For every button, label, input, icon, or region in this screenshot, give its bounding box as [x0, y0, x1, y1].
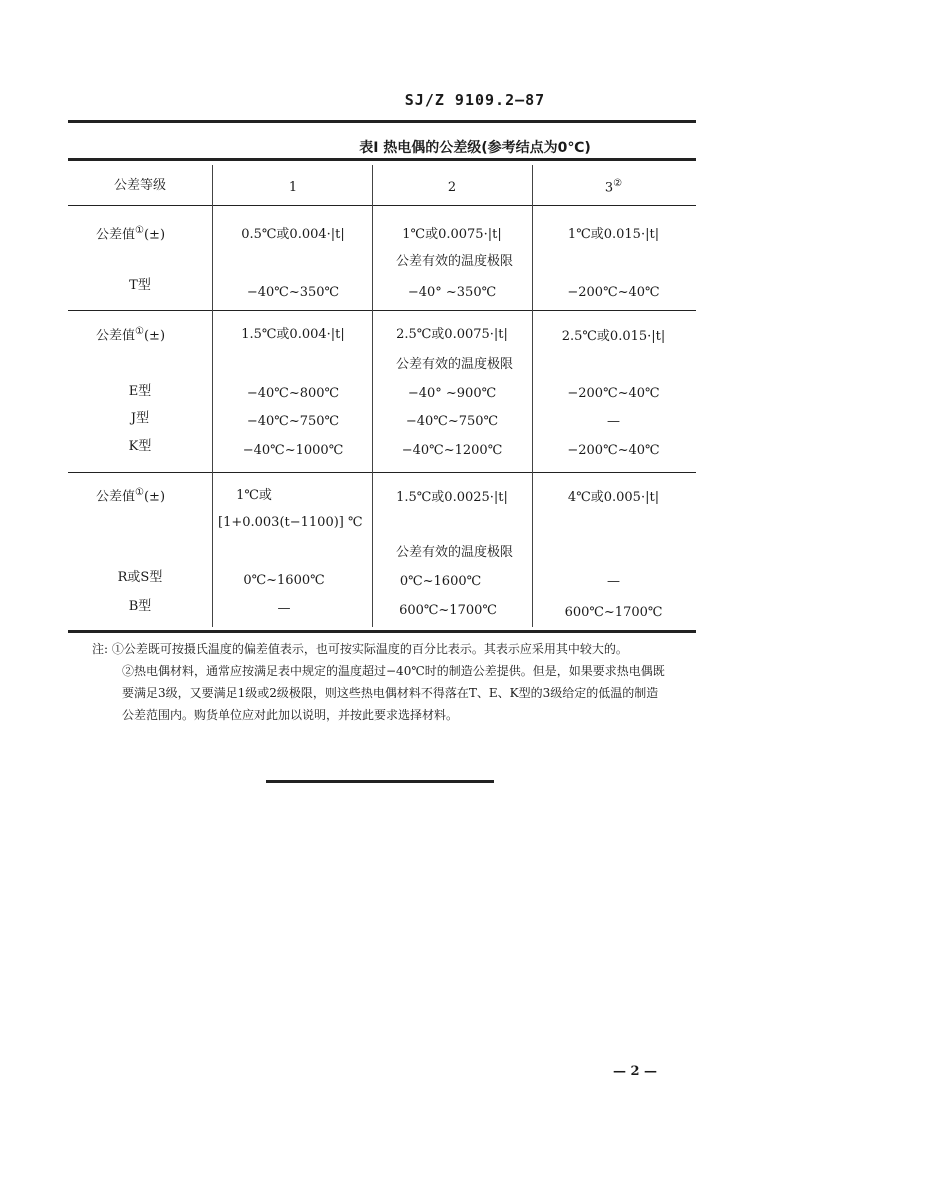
s2-range-title: 公差有效的温度极限: [395, 357, 513, 372]
s2-j-class3: —: [607, 414, 620, 429]
s2-class1-tolerance: 1.5℃或0.004·|t|: [241, 327, 345, 342]
header-rule: [68, 120, 696, 123]
s1-type-t: T型: [129, 278, 151, 293]
header-class-2: 2: [447, 180, 457, 195]
s1-label-footnote: ①: [135, 225, 144, 236]
s3-class1-tolerance-line2: [1+0.003(t−1100)] ℃: [218, 515, 363, 530]
s3-label-text: 公差值: [96, 489, 136, 505]
header-class-3-value: 3: [604, 180, 614, 196]
end-rule: [266, 780, 494, 783]
s3-rs-class1: 0℃~1600℃: [243, 573, 325, 588]
document-code: SJ/Z 9109.2—87: [404, 91, 546, 109]
s3-class1-tolerance-line1: 1℃或: [236, 488, 272, 503]
s2-tolerance-label: [96, 323, 165, 345]
s1-tolerance-label: [96, 222, 165, 244]
s2-e-class1: −40℃~800℃: [246, 386, 340, 401]
s2-label-text: 公差值: [96, 328, 136, 344]
s3-type-rs: R或S型: [117, 570, 163, 585]
section-divider-2: [68, 472, 696, 473]
section-divider-1: [68, 310, 696, 311]
footnote-2-line-3: 公差范围内。购货单位应对此加以说明，并按此要求选择材料。: [122, 708, 459, 722]
s2-label-suffix: (±): [143, 328, 166, 344]
s1-t-class3: −200℃~40℃: [567, 285, 660, 300]
s2-type-k: K型: [128, 439, 152, 454]
s2-class2-tolerance: 2.5℃或0.0075·|t|: [396, 327, 508, 342]
s3-b-class2: 600℃~1700℃: [399, 603, 497, 618]
s3-b-class1: —: [277, 601, 291, 616]
s1-t-class1: −40℃~350℃: [246, 285, 340, 300]
footnotes: [92, 638, 702, 726]
table-bottom-rule: [68, 630, 696, 633]
s2-e-class3: −200℃~40℃: [567, 386, 660, 401]
s3-tolerance-label: [96, 484, 165, 506]
s2-k-class2: −40℃~1200℃: [401, 443, 503, 458]
footnote-1: 注: ①公差既可按摄氏温度的偏差值表示，也可按实际温度的百分比表示。其表示应采用其中较大的。: [92, 642, 628, 656]
s1-t-class2: −40° ~350℃: [407, 285, 497, 300]
s1-label-suffix: (±): [143, 227, 166, 243]
s2-j-class1: −40℃~750℃: [246, 414, 340, 429]
s3-class2-tolerance: 1.5℃或0.0025·|t|: [396, 490, 508, 505]
s1-class1-tolerance: 0.5℃或0.004·|t|: [241, 227, 345, 242]
header-tolerance-class: 公差等级: [113, 178, 166, 193]
s3-type-b: B型: [128, 599, 152, 614]
column-divider-1: [212, 165, 213, 627]
table-header-rule: [68, 205, 696, 206]
table-top-rule: [68, 158, 696, 161]
s2-e-class2: −40° ~900℃: [407, 386, 497, 401]
s2-type-j: J型: [130, 411, 150, 426]
s1-range-title: 公差有效的温度极限: [395, 254, 513, 269]
header-class-3: [532, 175, 695, 197]
s1-class3-tolerance: 1℃或0.015·|t|: [567, 227, 660, 242]
s2-j-class2: −40℃~750℃: [405, 414, 499, 429]
s3-rs-class2: 0℃~1600℃: [399, 574, 482, 589]
s3-label-suffix: (±): [143, 489, 166, 505]
s2-class3-tolerance: 2.5℃或0.015·|t|: [561, 329, 666, 344]
s3-b-class3: 600℃~1700℃: [564, 605, 663, 620]
header-class-1: 1: [288, 180, 298, 195]
s3-label-footnote: ①: [135, 487, 144, 498]
s1-class2-tolerance: 1℃或0.0075·|t|: [402, 227, 502, 242]
table-title: 表Ⅰ 热电偶的公差级(参考结点为0℃): [359, 140, 591, 156]
page-number: — 2 —: [612, 1064, 658, 1079]
s3-rs-class3: —: [607, 574, 620, 589]
s2-k-class3: −200℃~40℃: [567, 443, 660, 458]
header-class-3-footnote: ②: [613, 178, 623, 189]
s1-label-text: 公差值: [96, 227, 136, 243]
s2-type-e: E型: [128, 384, 152, 399]
footnote-2-line-2: 要满足3级，又要满足1级或2级极限，则这些热电偶材料不得落在T、E、K型的3级给定的低温的制造: [122, 686, 659, 700]
footnote-2-line-1: ②热电偶材料，通常应按满足表中规定的温度超过−40℃时的制造公差提供。但是，如果要求热电偶既: [122, 664, 665, 678]
s3-class3-tolerance: 4℃或0.005·|t|: [567, 490, 660, 505]
s3-range-title: 公差有效的温度极限: [395, 545, 513, 560]
s2-k-class1: −40℃~1000℃: [242, 443, 344, 458]
s2-label-footnote: ①: [135, 326, 144, 337]
